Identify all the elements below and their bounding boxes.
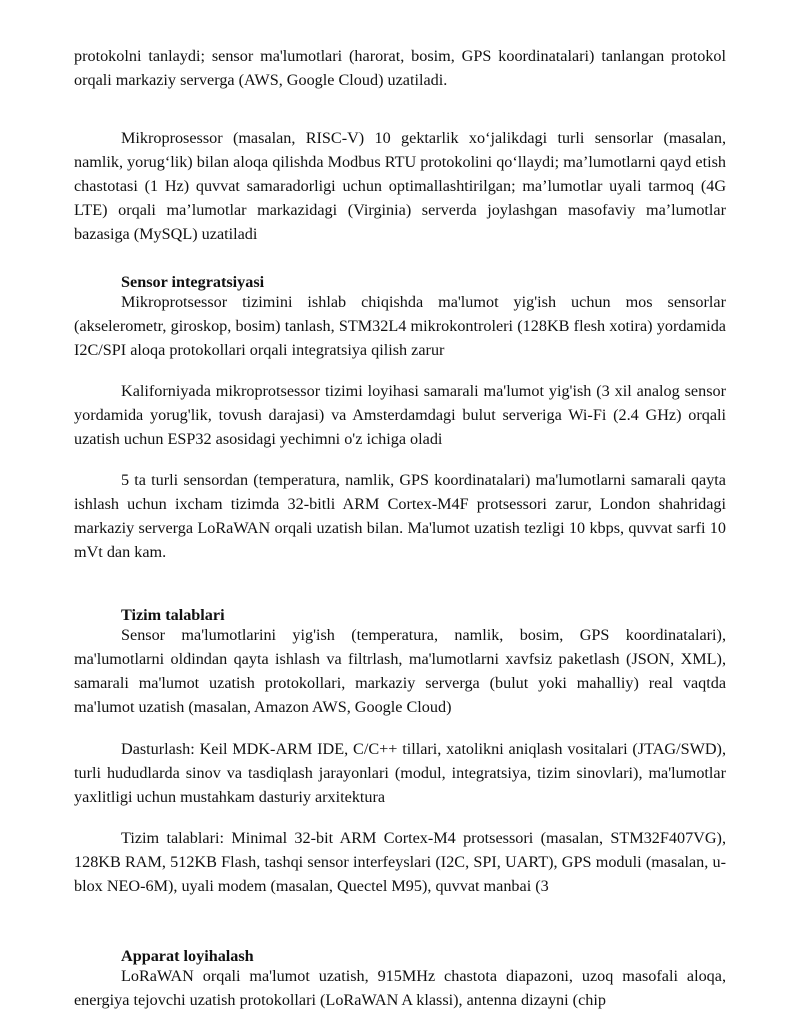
paragraph-text [74,44,726,92]
paragraph-protocol-selection [74,44,726,92]
text-line: Wi-Fi (2.4 GHz) orqali uzatish uchun ESP32 asosidagi yechimni o'z ichiga oladi [74,406,727,448]
text-line: analog sensor yordamida yorug'lik, tovush darajasi) va Amsterdamdagi bulut serveriga [74,382,726,424]
text-line: protokol orqali markaziy serverga (AWS, Google Cloud) uzatiladi. [74,47,727,89]
text-line: optimallashtirilgan; ma’lumotlar uyali tarmoq (4G LTE) orqali ma’lumotlar markazidagi [74,177,727,219]
text-line: Mikroprotsessor tizimini ishlab chiqishda ma'lumot yig'ish uchun mos sensorlar [121,293,726,311]
text-line: protokolni tanlaydi; sensor ma'lumotlari (harorat, bosim, GPS koordinatalari) tanlangan [74,47,665,65]
text-line: XML), samarali ma'lumot uzatish protokollari, markaziy serverga (bulut yoki mahalliy) [74,650,726,692]
text-line: 5 ta turli sensordan (temperatura, namlik, GPS koordinatalari) ma'lumotlarni [121,471,626,489]
text-line: (masalan, namlik, yorug‘lik) bilan aloqa qilishda Modbus RTU protokolini qo‘llaydi; [74,129,726,171]
paragraph-text [74,623,726,719]
text-line: (Virginia) serverda joylashgan masofaviy ma’lumotlar bazasiga (MySQL) uzatiladi [74,201,727,243]
paragraph-lorawan-hardware [74,964,726,1012]
section-heading: Tizim talablari [121,606,225,624]
paragraph-text [74,468,726,564]
text-line: Dasturlash: Keil MDK-ARM IDE, C/C++ tillari, xatolikni aniqlash vositalari [121,740,628,758]
text-line: ma’lumotlarni qayd etish chastotasi (1 Hz) quvvat samaradorligi uchun [74,153,726,195]
paragraph-text [74,826,726,898]
paragraph-text [74,379,726,451]
paragraph-sensor-data-collection [74,623,726,719]
text-line: (akselerometr, giroskop, bosim) tanlash, STM32L4 mikrokontroleri (128KB flesh xotira) [74,317,653,335]
text-line: LoRaWAN orqali ma'lumot uzatish, 915MHz chastota diapazoni, uzoq masofali [121,967,678,985]
section-heading: Sensor integratsiyasi [121,273,265,291]
text-line: Sensor ma'lumotlarini yig'ish (temperatura, namlik, bosim, GPS koordinatalari), [121,626,726,644]
text-line: London shahridagi markaziy serverga LoRaWAN orqali uzatish bilan. Ma'lumot uzatish [74,495,726,537]
text-line: sinovlari), ma'lumotlar yaxlitligi uchun mustahkam dasturiy arxitektura [74,764,727,806]
text-line: samarali qayta ishlash uchun ixcham tizimda 32-bitli ARM Cortex-M4F protsessori zarur, [74,471,726,513]
paragraph-stm32l4 [74,290,726,362]
paragraph-risc-v-farm [74,126,726,246]
text-line: STM32F407VG), 128KB RAM, 512KB Flash, tashqi sensor interfeyslari (I2C, SPI, [74,829,726,871]
text-line: ma'lumotlarni oldindan qayta ishlash va filtrlash, ma'lumotlarni xavfsiz paketlash (JSON, [74,650,675,668]
text-line: real vaqtda ma'lumot uzatish (masalan, Amazon AWS, Google Cloud) [74,674,726,716]
text-line: tezligi 10 kbps, quvvat sarfi 10 mVt dan kam. [74,519,726,561]
paragraph-text [74,290,726,362]
section-heading: Apparat loyihalash [121,947,254,965]
text-line: aloqa, energiya tejovchi uzatish protokollari (LoRaWAN A klassi), antenna dizayni (chip [74,967,727,1009]
paragraph-california-esp32 [74,379,726,451]
paragraph-text [74,737,726,809]
text-line: Tizim talablari: Minimal 32-bit ARM Cortex-M4 protsessori (masalan, [121,829,604,847]
text-line: yordamida I2C/SPI aloqa protokollari orqali integratsiya qilish zarur [74,317,726,359]
paragraph-programming [74,737,726,809]
text-line: Kaliforniyada mikroprotsessor tizimi loyihasi samarali ma'lumot yig'ish (3 xil [121,382,632,400]
paragraph-text [74,126,726,246]
text-line: UART), GPS moduli (masalan, u-blox NEO-6M), uyali modem (masalan, Quectel M95), [74,853,727,895]
paragraph-cortex-m4f-london [74,468,726,564]
text-line: quvvat manbai (3 [435,877,549,895]
text-line: Mikroprosessor (masalan, RISC-V) 10 gektarlik xo‘jalikdagi turli sensorlar [121,129,654,147]
paragraph-text [74,964,726,1012]
paragraph-system-requirements-detail [74,826,726,898]
text-line: (JTAG/SWD), turli hududlarda sinov va tasdiqlash jarayonlari (modul, integratsiya, tizim [74,740,726,782]
